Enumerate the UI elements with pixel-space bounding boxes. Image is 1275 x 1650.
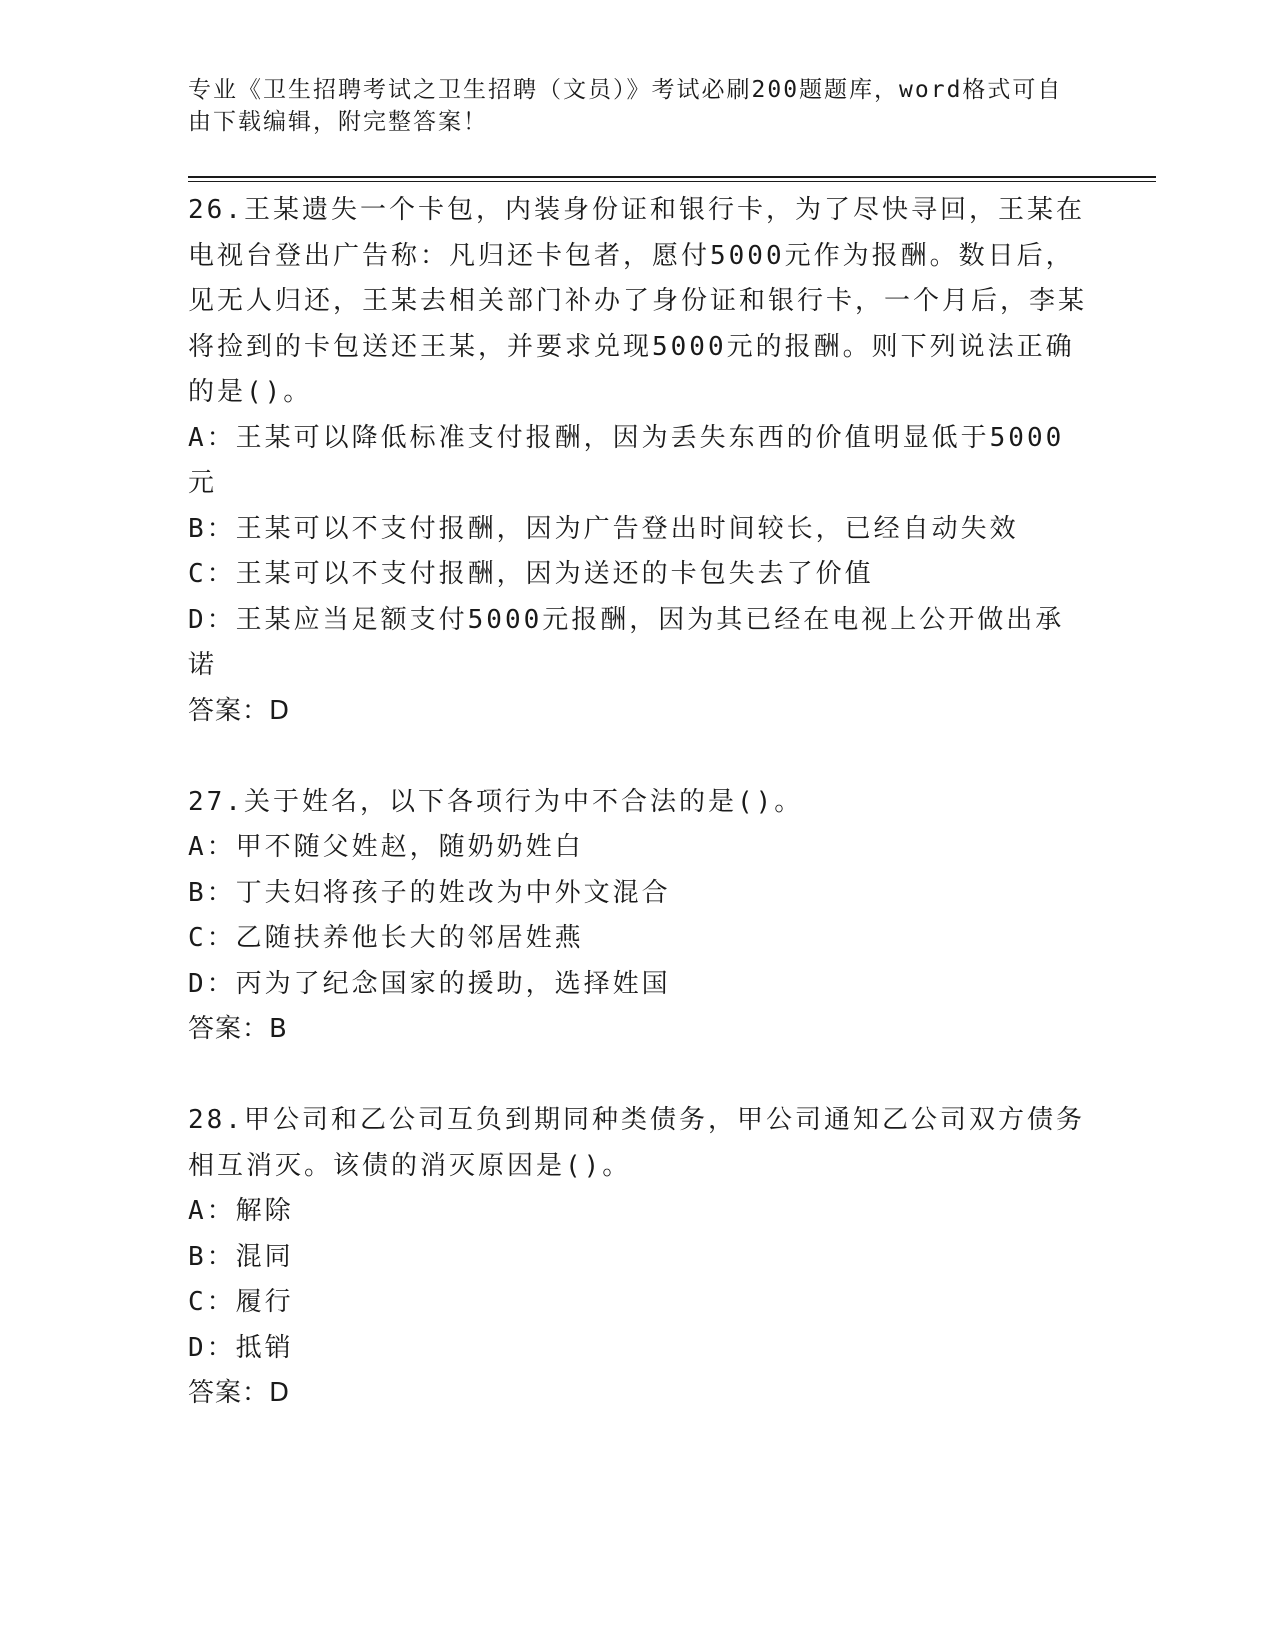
option-c: C：履行 — [188, 1287, 294, 1317]
option-a: A：王某可以降低标准支付报酬，因为丢失东西的价值明显低于5000元 — [188, 422, 1065, 498]
question-spacer — [188, 734, 1088, 780]
header-rule-thick — [188, 176, 1156, 178]
header-line-2: 由下载编辑，附完整答案！ — [188, 109, 488, 135]
question-stem: 28.甲公司和乙公司互负到期同种类债务，甲公司通知乙公司双方债务相互消灭。该债的消灭原因是()。 — [188, 1105, 1085, 1181]
option-b: B：丁夫妇将孩子的姓改为中外文混合 — [188, 877, 671, 908]
option-d: D：王某应当足额支付5000元报酬，因为其已经在电视上公开做出承诺 — [188, 604, 1065, 680]
option-d: D：丙为了纪念国家的援助，选择姓国 — [188, 968, 671, 999]
question-stem: 27.关于姓名，以下各项行为中不合法的是()。 — [188, 786, 804, 817]
answer: 答案：D — [188, 1378, 291, 1408]
document-header — [188, 74, 1088, 138]
question-28 — [188, 1098, 1088, 1417]
question-stem: 26.王某遗失一个卡包，内装身份证和银行卡，为了尽快寻回，王某在电视台登出广告称：凡归还卡包者，愿付5000元作为报酬。数日后，见无人归还，王某去相关部门补办了身份证和银行卡，一个月后，李某将捡到的卡包送还王某，并要求兑现5000元的报酬。则下列说法正确的是()。 — [188, 195, 1088, 407]
option-a: A：甲不随父姓赵，随奶奶姓白 — [188, 832, 584, 862]
option-b: B：王某可以不支付报酬，因为广告登出时间较长，已经自动失效 — [188, 513, 1019, 544]
option-b: B：混同 — [188, 1241, 294, 1272]
option-c: C：乙随扶养他长大的邻居姓燕 — [188, 923, 584, 953]
answer: 答案：D — [188, 695, 291, 726]
question-list — [188, 188, 1088, 1417]
question-27 — [188, 780, 1088, 1053]
header-rule-thin — [188, 181, 1156, 182]
answer: 答案：B — [188, 1014, 288, 1044]
option-a: A：解除 — [188, 1196, 294, 1226]
question-spacer — [188, 1053, 1088, 1099]
option-c: C：王某可以不支付报酬，因为送还的卡包失去了价值 — [188, 559, 874, 589]
option-d: D：抵销 — [188, 1332, 294, 1363]
question-26 — [188, 188, 1088, 734]
header-line-1: 专业《卫生招聘考试之卫生招聘（文员）》考试必刷200题题库，word格式可自 — [188, 77, 1063, 103]
